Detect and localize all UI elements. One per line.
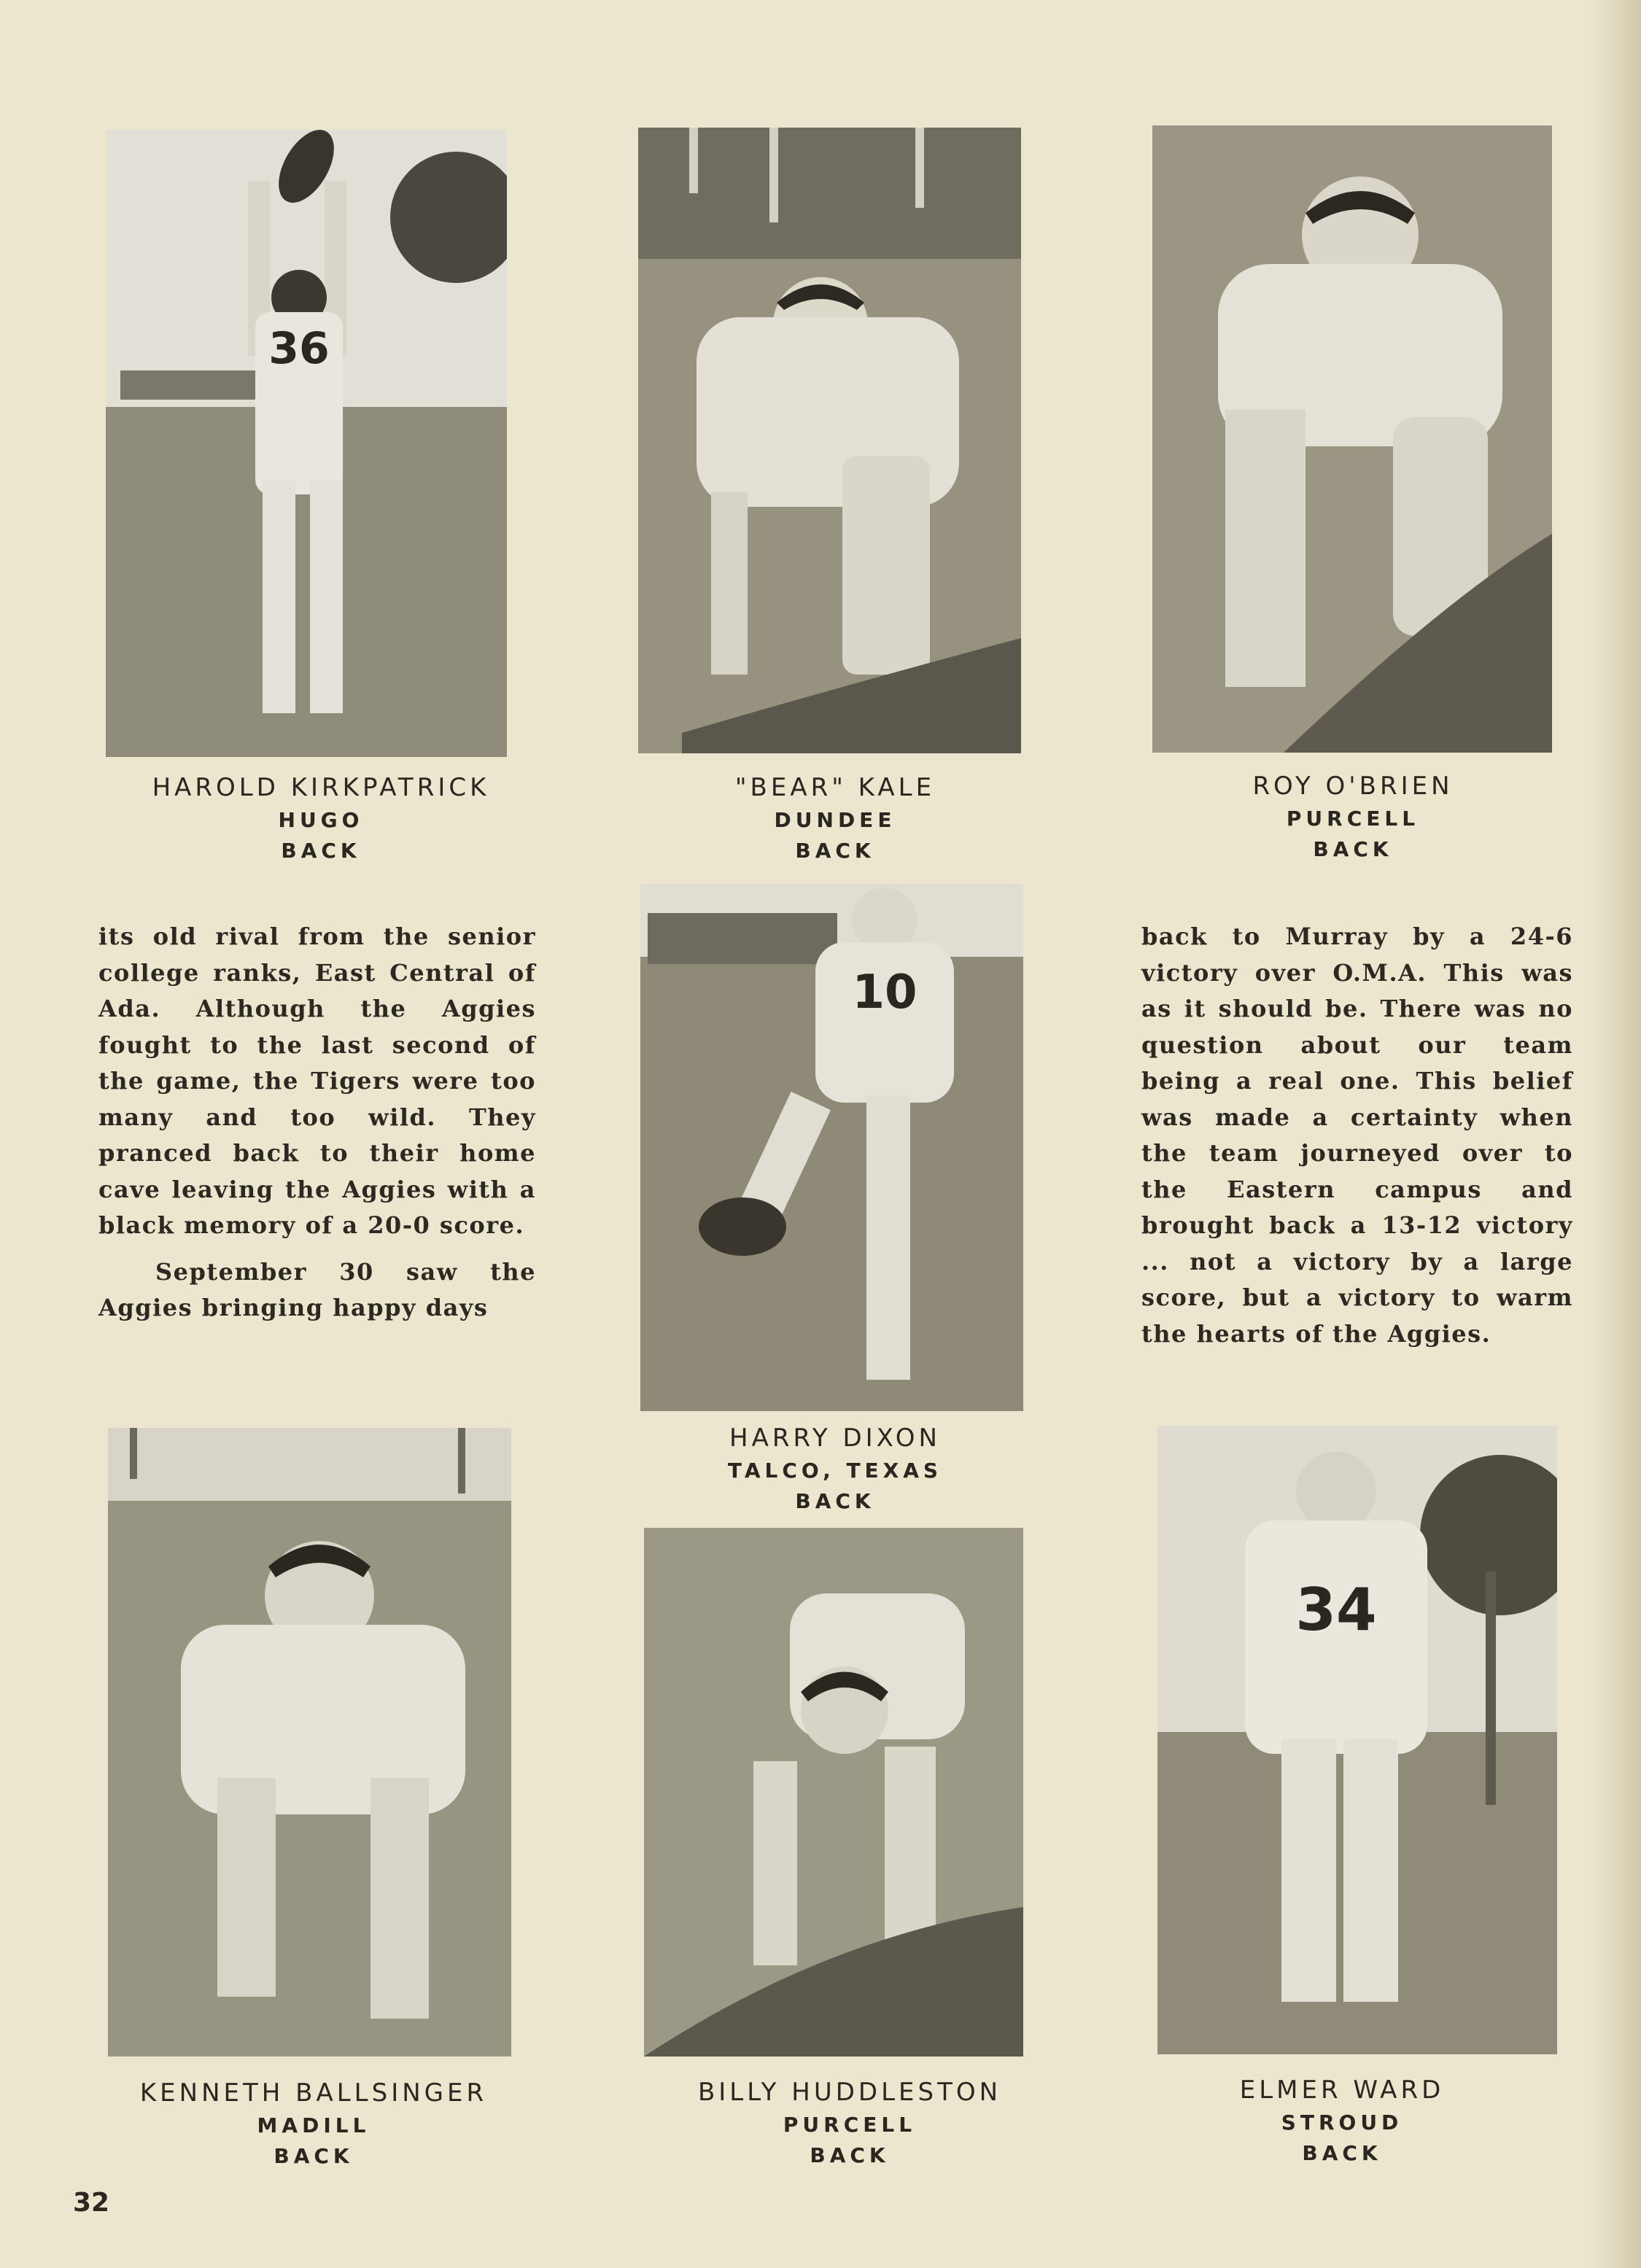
player-hometown: DUNDEE: [774, 808, 896, 832]
player-hometown: PURCELL: [1286, 807, 1420, 831]
caption-obrien: [1138, 769, 1568, 865]
player-position: BACK: [1302, 2141, 1382, 2165]
player-hometown: PURCELL: [783, 2113, 917, 2137]
article-column-left: [98, 919, 536, 1327]
player-photo-ballsinger: [108, 1428, 511, 2057]
player-position: BACK: [281, 839, 361, 863]
player-position: BACK: [795, 839, 875, 863]
article-paragraph: its old rival from the senior college ranks, East Central of Ada. Although the Aggies fought to the last second of the game, the Tigers were too many and too wild. They pranced back to their home cave leaving the Aggies with a black memory of a 20-0 score.: [98, 923, 536, 1239]
caption-huddleston: [635, 2075, 1065, 2171]
player-hometown: MADILL: [257, 2113, 371, 2137]
player-position: BACK: [1313, 837, 1393, 861]
player-name: KENNETH BALLSINGER: [139, 2078, 488, 2108]
player-photo-kale: [638, 128, 1021, 753]
jersey-number: 36: [268, 323, 330, 374]
player-photo-ward: [1157, 1426, 1557, 2054]
page-number: 32: [73, 2188, 110, 2218]
caption-ward: [1127, 2073, 1557, 2169]
caption-kirkpatrick: [106, 770, 536, 866]
caption-ballsinger: [98, 2075, 529, 2172]
page-edge-shadow: [1590, 0, 1641, 2268]
article-column-right: [1141, 919, 1573, 1352]
article-paragraph: back to Murray by a 24-6 victory over O.M.A. This was as it should be. There was no question about our team being a real one. This belief was made a certainty when the team journeyed over to the Eastern campus and brought back a 13-12 victory ... not a victory by a large score, but a victory to warm the hearts of the Aggies.: [1141, 923, 1573, 1348]
player-photo-obrien: [1152, 125, 1552, 753]
caption-dixon: [620, 1421, 1050, 1517]
article-paragraph: September 30 saw the Aggies bringing happy days: [98, 1257, 536, 1321]
player-hometown: TALCO, TEXAS: [727, 1459, 943, 1483]
player-photo-huddleston: [644, 1528, 1023, 2057]
player-position: BACK: [795, 1489, 875, 1513]
player-name: "BEAR" KALE: [734, 773, 936, 802]
player-photo-dixon: [640, 884, 1023, 1411]
player-photo-kirkpatrick: [106, 130, 507, 757]
player-name: HAROLD KIRKPATRICK: [152, 773, 490, 802]
player-hometown: HUGO: [278, 808, 364, 832]
player-name: ROY O'BRIEN: [1252, 772, 1454, 801]
jersey-number: 34: [1295, 1576, 1377, 1644]
player-name: ELMER WARD: [1239, 2075, 1445, 2105]
jersey-number: 10: [852, 966, 918, 1020]
player-hometown: STROUD: [1281, 2110, 1403, 2135]
player-name: HARRY DIXON: [729, 1424, 941, 1453]
player-position: BACK: [810, 2143, 890, 2167]
player-position: BACK: [274, 2144, 354, 2168]
caption-kale: [620, 770, 1050, 866]
player-name: BILLY HUDDLESTON: [697, 2078, 1002, 2107]
